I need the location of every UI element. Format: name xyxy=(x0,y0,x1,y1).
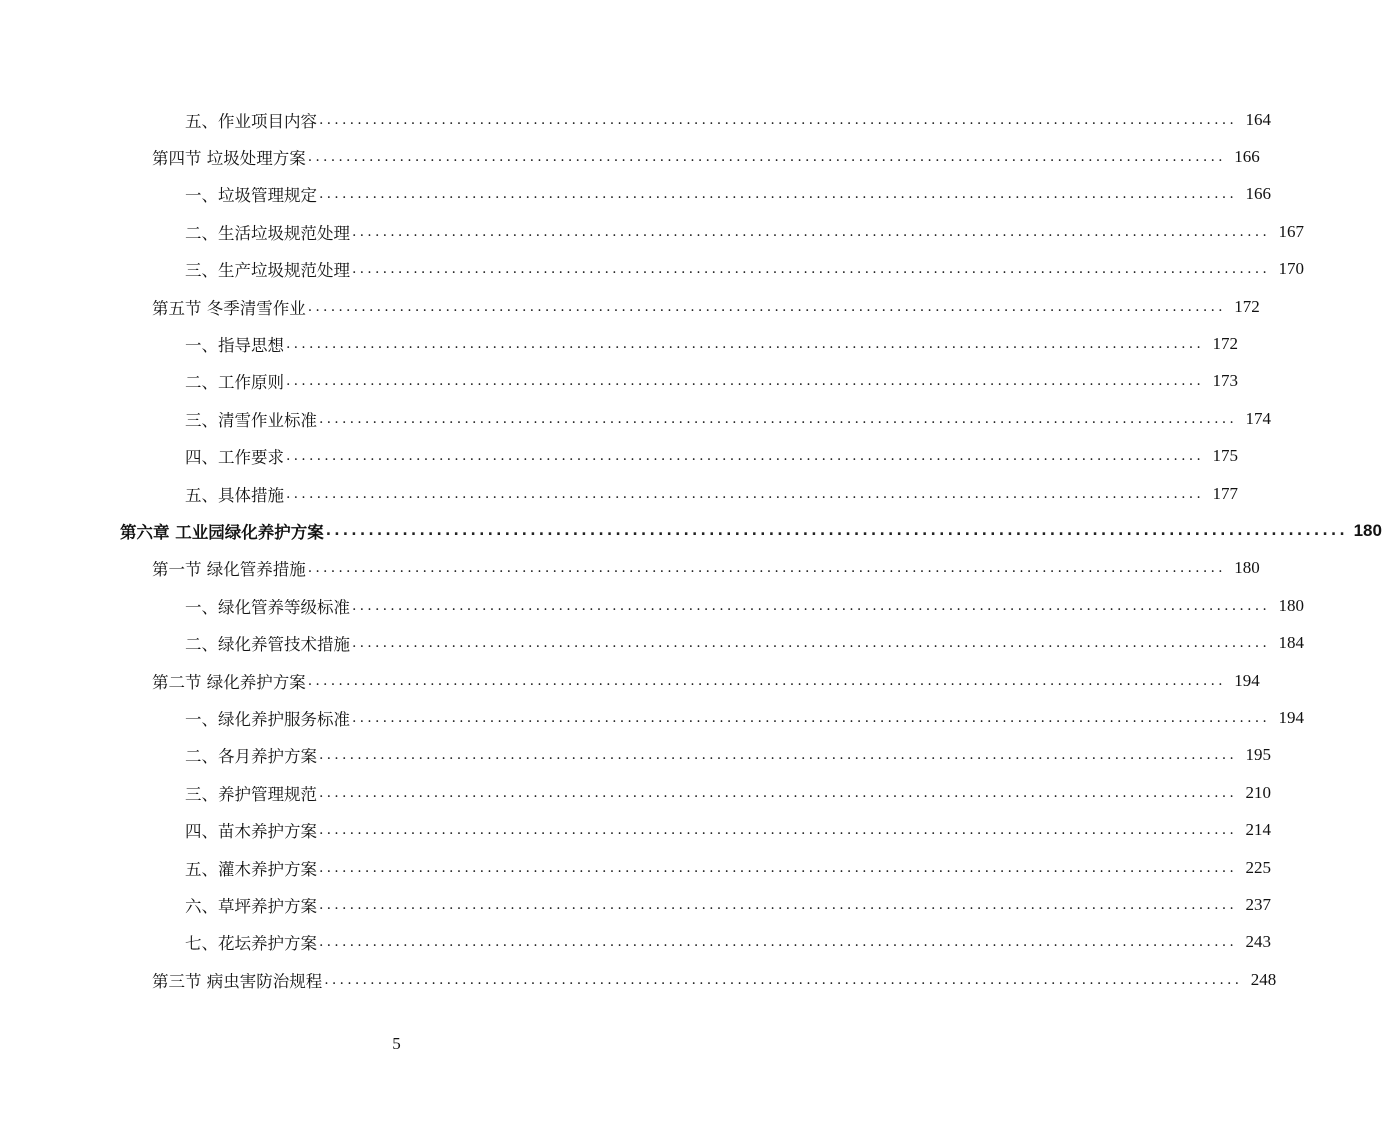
toc-leader-dots: ........................................................................................................................ xyxy=(319,747,1238,764)
toc-entry-page: 166 xyxy=(1245,184,1272,204)
toc-entry-title: 第一节 绿化管养措施 xyxy=(152,560,306,580)
toc-entry-title: 六、草坪养护方案 xyxy=(185,897,317,917)
toc-subsection-entry[interactable] xyxy=(185,363,1239,400)
toc-entry-page: 243 xyxy=(1245,932,1272,952)
toc-section-entry[interactable] xyxy=(152,550,1260,587)
toc-entry-page: 210 xyxy=(1245,782,1272,802)
toc-entry-title: 一、绿化养护服务标准 xyxy=(185,710,350,730)
toc-leader-dots: ........................................................................................................................ xyxy=(324,971,1243,988)
toc-subsection-entry[interactable] xyxy=(185,101,1272,138)
toc-leader-dots: ........................................................................................................................ xyxy=(352,597,1271,614)
toc-subsection-entry[interactable] xyxy=(185,325,1239,362)
toc-leader-dots: ........................................................................................................................ xyxy=(286,485,1205,502)
toc-subsection-entry[interactable] xyxy=(185,625,1305,662)
toc-entry-page: 166 xyxy=(1234,147,1260,167)
toc-entry-title: 五、作业项目内容 xyxy=(185,111,317,131)
toc-subsection-entry[interactable] xyxy=(185,737,1272,774)
toc-subsection-entry[interactable] xyxy=(185,587,1305,624)
toc-entry-title: 三、养护管理规范 xyxy=(185,784,317,804)
toc-entry-title: 第五节 冬季清雪作业 xyxy=(152,298,306,318)
toc-leader-dots: ........................................................................................................................ xyxy=(307,298,1226,315)
toc-entry-page: 237 xyxy=(1245,895,1272,915)
toc-entry-title: 三、清雪作业标准 xyxy=(185,410,317,430)
toc-section-entry[interactable] xyxy=(152,662,1260,699)
toc-entry-page: 195 xyxy=(1245,745,1272,765)
toc-subsection-entry[interactable] xyxy=(185,438,1239,475)
toc-subsection-entry[interactable] xyxy=(185,886,1272,923)
toc-entry-page: 194 xyxy=(1278,708,1305,728)
toc-leader-dots: ........................................................................................................................ xyxy=(286,336,1205,353)
toc-entry-page: 214 xyxy=(1245,820,1272,840)
toc-leader-dots: ........................................................................................................................ xyxy=(307,672,1226,689)
toc-leader-dots: ........................................................................................................................ xyxy=(319,784,1238,801)
toc-entry-title: 五、灌木养护方案 xyxy=(185,859,317,879)
toc-subsection-entry[interactable] xyxy=(185,849,1272,886)
toc-entry-title: 七、花坛养护方案 xyxy=(185,934,317,954)
toc-leader-dots: ........................................................................................................................ xyxy=(319,410,1238,427)
toc-subsection-entry[interactable] xyxy=(185,924,1272,961)
toc-entry-title: 二、工作原则 xyxy=(185,373,284,393)
toc-entry-title: 第六章 工业园绿化养护方案 xyxy=(120,523,324,543)
toc-leader-dots: ........................................................................................................................ xyxy=(286,448,1205,465)
toc-entry-title: 四、工作要求 xyxy=(185,448,284,468)
toc-entry-page: 180 xyxy=(1353,521,1382,541)
toc-entry-title: 一、垃圾管理规定 xyxy=(185,186,317,206)
page-number: 5 xyxy=(392,1034,401,1053)
toc-entry-title: 二、生活垃圾规范处理 xyxy=(185,223,350,243)
toc-leader-dots: ........................................................................................................................ xyxy=(307,149,1226,166)
toc-entry-title: 三、生产垃圾规范处理 xyxy=(185,261,350,281)
toc-entry-title: 一、指导思想 xyxy=(185,336,284,356)
toc-entry-page: 173 xyxy=(1212,371,1239,391)
toc-chapter-entry[interactable] xyxy=(120,512,1382,549)
toc-leader-dots: ........................................................................................................................ xyxy=(352,261,1271,278)
toc-entry-page: 225 xyxy=(1245,857,1272,877)
toc-entry-page: 172 xyxy=(1212,334,1239,354)
toc-entry-page: 164 xyxy=(1245,109,1272,129)
toc-entry-page: 248 xyxy=(1250,969,1277,989)
toc-entry-title: 二、各月养护方案 xyxy=(185,747,317,767)
toc-leader-dots: ........................................................................................................................ xyxy=(286,373,1205,390)
toc-entry-page: 177 xyxy=(1212,483,1239,503)
toc-entry-title: 二、绿化养管技术措施 xyxy=(185,635,350,655)
toc-leader-dots: ........................................................................................................................ xyxy=(319,859,1238,876)
toc-entry-title: 一、绿化管养等级标准 xyxy=(185,597,350,617)
toc-entry-page: 184 xyxy=(1278,633,1305,653)
toc-leader-dots: ........................................................................................................................ xyxy=(352,635,1271,652)
toc-entry-title: 第二节 绿化养护方案 xyxy=(152,672,306,692)
toc-section-entry[interactable] xyxy=(152,288,1260,325)
toc-leader-dots: ........................................................................................................................ xyxy=(352,710,1271,727)
toc-leader-dots: ........................................................................................................................ xyxy=(352,223,1271,240)
toc-entry-page: 167 xyxy=(1278,221,1305,241)
toc-entry-title: 五、具体措施 xyxy=(185,485,284,505)
toc-entry-title: 四、苗木养护方案 xyxy=(185,822,317,842)
toc-section-entry[interactable] xyxy=(152,138,1260,175)
toc-subsection-entry[interactable] xyxy=(185,812,1272,849)
toc-entry-page: 174 xyxy=(1245,408,1272,428)
toc-subsection-entry[interactable] xyxy=(185,251,1305,288)
toc-leader-dots: ........................................................................................................................ xyxy=(319,934,1238,951)
toc-leader-dots: ........................................................................................................................ xyxy=(319,897,1238,914)
toc-subsection-entry[interactable] xyxy=(185,699,1305,736)
toc-entry-title: 第四节 垃圾处理方案 xyxy=(152,149,306,169)
toc-subsection-entry[interactable] xyxy=(185,213,1305,250)
toc-subsection-entry[interactable] xyxy=(185,176,1272,213)
toc-entry-page: 194 xyxy=(1234,670,1260,690)
toc-leader-dots: ........................................................................................................................ xyxy=(319,186,1238,203)
toc-leader-dots: ........................................................................................................................ xyxy=(307,560,1226,577)
toc-entry-title: 第三节 病虫害防治规程 xyxy=(152,971,323,991)
toc-leader-dots: ........................................................................................................................ xyxy=(319,111,1238,128)
toc-entry-page: 175 xyxy=(1212,446,1239,466)
toc-entry-page: 180 xyxy=(1278,595,1305,615)
toc-entry-page: 180 xyxy=(1234,558,1260,578)
toc-entry-page: 170 xyxy=(1278,259,1305,279)
toc-subsection-entry[interactable] xyxy=(185,475,1239,512)
toc-leader-dots: ........................................................................................................................ xyxy=(325,523,1348,540)
toc-section-entry[interactable] xyxy=(152,961,1277,998)
toc-entry-page: 172 xyxy=(1234,296,1260,316)
toc-leader-dots: ........................................................................................................................ xyxy=(319,822,1238,839)
toc-subsection-entry[interactable] xyxy=(185,774,1272,811)
toc-subsection-entry[interactable] xyxy=(185,400,1272,437)
